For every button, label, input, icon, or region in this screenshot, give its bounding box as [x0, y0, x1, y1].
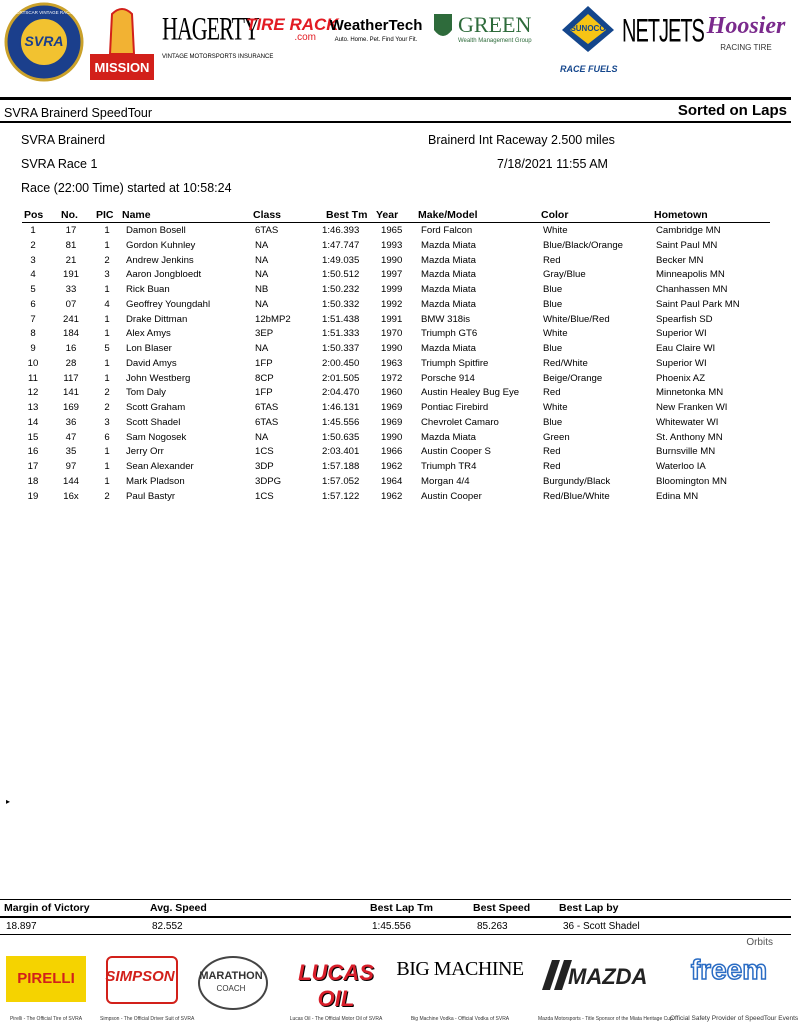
cell-class: 1CS	[255, 490, 274, 502]
marathon-logo-caption: COACH	[216, 984, 246, 993]
cell-pic: 1	[104, 239, 110, 251]
hagerty-logo-caption: VINTAGE MOTORSPORTS INSURANCE	[162, 54, 274, 60]
cell-color: Red/Blue/White	[543, 490, 610, 502]
cell-color: Red	[543, 387, 561, 399]
cell-pos: 2	[30, 239, 36, 251]
cell-driver-name: Damon Bosell	[126, 225, 186, 236]
cell-color: Red/White	[543, 357, 588, 369]
cell-hometown: Bloomington MN	[656, 475, 727, 487]
cell-year: 1965	[381, 225, 403, 236]
netjets-logo-text: NETJETS	[622, 14, 704, 50]
col-besttm-header: Best Tm	[326, 209, 368, 221]
cell-make-model: Triumph GT6	[421, 328, 478, 340]
lucas-oil-logo-caption: Lucas Oil - The Official Motor Oil of SVRA	[289, 1016, 383, 1022]
cell-color: Red	[543, 461, 561, 472]
cell-hometown: Saint Paul Park MN	[656, 298, 740, 310]
cell-make-model: Mazda Miata	[421, 239, 476, 251]
big-machine-logo-text: BIG MACHINE	[396, 958, 524, 980]
col-color-header: Color	[541, 209, 569, 221]
cell-hometown: Spearfish SD	[656, 313, 713, 325]
green-wealth-logo	[430, 8, 542, 80]
cell-year: 1993	[381, 239, 403, 251]
cell-class: 6TAS	[255, 225, 279, 236]
header-top-rule	[0, 97, 791, 100]
cell-make-model: Chevrolet Camaro	[421, 416, 499, 428]
tirerack-logo-domain: .com	[294, 32, 316, 43]
summary-mid-rule	[0, 916, 791, 918]
cell-make-model: Mazda Miata	[421, 284, 476, 295]
cell-class: 6TAS	[255, 402, 279, 413]
cell-best-time: 1:45.556	[322, 416, 360, 428]
sort-label: Sorted on Laps	[677, 102, 787, 119]
cell-year: 1969	[381, 402, 403, 413]
cell-hometown: Saint Paul MN	[656, 239, 718, 251]
cell-class: NA	[255, 254, 269, 266]
table-row	[0, 489, 791, 504]
cell-pos: 7	[30, 313, 36, 325]
cell-best-time: 1:46.393	[322, 225, 360, 236]
col-class-header: Class	[253, 209, 282, 221]
tirerack-logo	[246, 8, 339, 80]
race-name: SVRA Race 1	[21, 157, 98, 171]
table-row	[0, 238, 791, 253]
cell-pic: 1	[104, 475, 110, 487]
cell-year: 1990	[381, 431, 403, 443]
cell-class: 3EP	[255, 328, 274, 340]
cell-car-number: 16	[65, 343, 77, 354]
margin-of-victory-label: Margin of Victory	[4, 902, 90, 914]
cell-color: Blue	[543, 298, 563, 310]
cell-driver-name: Drake Dittman	[126, 313, 188, 325]
table-row	[0, 312, 791, 327]
cell-car-number: 07	[65, 298, 77, 310]
cell-driver-name: Gordon Kuhnley	[126, 239, 196, 251]
table-row	[0, 400, 791, 415]
cell-pos: 8	[30, 328, 36, 340]
best-speed-label: Best Speed	[473, 902, 531, 914]
cell-pic: 3	[104, 269, 110, 281]
cell-class: 6TAS	[255, 416, 279, 428]
netjets-logo	[622, 8, 704, 80]
report-datetime: 7/18/2021 11:55 AM	[497, 157, 608, 171]
col-pic-header: PIC	[96, 209, 114, 221]
cell-hometown: New Franken WI	[656, 402, 728, 413]
cell-best-time: 1:50.512	[322, 269, 360, 281]
cell-class: 12bMP2	[255, 313, 291, 325]
cell-pic: 3	[104, 416, 110, 428]
table-row	[0, 341, 791, 356]
cell-pic: 1	[104, 372, 110, 384]
cell-driver-name: Jerry Orr	[126, 446, 164, 458]
cell-class: NB	[255, 284, 269, 295]
cell-pic: 1	[104, 313, 110, 325]
cell-pos: 12	[27, 387, 39, 399]
hagerty-logo-text: HAGERTY	[162, 9, 259, 47]
cell-best-time: 1:50.337	[322, 343, 360, 354]
best-lap-time-value: 1:45.556	[372, 921, 411, 932]
track-name: Brainerd Int Raceway 2.500 miles	[428, 133, 615, 147]
summary-bottom-rule	[0, 934, 791, 935]
cell-year: 1999	[381, 284, 403, 295]
cell-car-number: 17	[65, 225, 77, 236]
cell-pic: 2	[104, 387, 110, 399]
hoosier-logo-text: Hoosier	[706, 13, 786, 39]
cell-pos: 3	[30, 254, 36, 266]
cell-year: 1972	[381, 372, 403, 384]
cell-car-number: 141	[62, 387, 79, 399]
cell-hometown: Superior WI	[656, 357, 707, 369]
cell-pos: 19	[27, 490, 39, 502]
table-row	[0, 297, 791, 312]
cell-best-time: 1:57.122	[322, 490, 360, 502]
cell-make-model: Austin Cooper	[421, 490, 482, 502]
cell-car-number: 33	[65, 284, 77, 295]
col-make-header: Make/Model	[418, 209, 478, 221]
cell-best-time: 1:51.333	[322, 328, 360, 340]
cell-make-model: Pontiac Firebird	[421, 402, 489, 413]
report-title: SVRA Brainerd SpeedTour	[4, 106, 153, 120]
lucas-oil-logo	[284, 952, 388, 1022]
cell-color: Blue	[543, 416, 563, 428]
cell-color: Burgundy/Black	[543, 475, 611, 487]
cell-year: 1960	[381, 387, 403, 399]
cell-make-model: Austin Healey Bug Eye	[421, 387, 520, 399]
cell-year: 1964	[381, 475, 403, 487]
cell-driver-name: Rick Buan	[126, 284, 170, 295]
cell-make-model: Austin Cooper S	[421, 446, 491, 458]
table-row	[0, 444, 791, 459]
cell-best-time: 1:51.438	[322, 313, 360, 325]
cell-class: 8CP	[255, 372, 274, 384]
green-shield-icon	[432, 12, 454, 42]
cell-best-time: 2:04.470	[322, 387, 360, 399]
race-start-info: Race (22:00 Time) started at 10:58:24	[21, 181, 232, 195]
cell-make-model: Mazda Miata	[421, 298, 476, 310]
cell-class: 1FP	[255, 357, 273, 369]
col-pos-header: Pos	[24, 209, 44, 221]
cell-car-number: 21	[65, 254, 77, 266]
cell-pic: 6	[104, 431, 110, 443]
cell-year: 1962	[381, 461, 403, 472]
cell-hometown: Whitewater WI	[656, 416, 719, 428]
cell-pos: 11	[28, 372, 38, 384]
table-row	[0, 459, 791, 474]
cell-year: 1990	[381, 343, 403, 354]
sunoco-logo	[560, 4, 616, 82]
simpson-logo-text: SIMPSON	[105, 968, 175, 985]
hoosier-logo	[702, 4, 790, 82]
freem-logo	[670, 952, 798, 1022]
cell-pic: 1	[104, 328, 110, 340]
cell-driver-name: Sam Nogosek	[126, 431, 187, 443]
table-row	[0, 253, 791, 268]
cell-make-model: Mazda Miata	[421, 254, 476, 266]
cell-hometown: St. Anthony MN	[656, 431, 723, 443]
orbits-credit: Orbits	[746, 937, 773, 948]
simpson-logo-caption: Simpson - The Official Driver Suit of SVRA	[100, 1016, 195, 1022]
cell-hometown: Burnsville MN	[656, 446, 716, 458]
cell-year: 1966	[381, 446, 403, 458]
table-row	[0, 385, 791, 400]
green-logo-caption: Wealth Management Group	[458, 38, 532, 44]
best-lap-by-label: Best Lap by	[559, 902, 619, 914]
stray-mark: ▸	[6, 797, 11, 806]
cell-car-number: 97	[65, 461, 77, 472]
cell-driver-name: Andrew Jenkins	[126, 254, 194, 266]
svra-logo-text: SVRA	[24, 33, 64, 49]
cell-pic: 2	[104, 402, 110, 413]
col-hometown-header: Hometown	[654, 209, 708, 221]
cell-class: NA	[255, 431, 269, 443]
summary-top-rule	[0, 899, 791, 900]
cell-make-model: BMW 318is	[421, 313, 471, 325]
col-no-header: No.	[61, 209, 78, 221]
table-row	[0, 223, 791, 238]
cell-color: Red	[543, 446, 561, 458]
cell-driver-name: Geoffrey Youngdahl	[126, 298, 211, 310]
cell-hometown: Chanhassen MN	[656, 284, 728, 295]
cell-car-number: 35	[65, 446, 77, 458]
cell-hometown: Edina MN	[656, 490, 699, 502]
cell-best-time: 2:03.401	[322, 446, 360, 458]
cell-year: 1991	[381, 313, 403, 325]
cell-class: NA	[255, 239, 269, 251]
cell-pos: 17	[27, 461, 39, 472]
table-row	[0, 371, 791, 386]
cell-make-model: Triumph TR4	[421, 461, 477, 472]
cell-car-number: 81	[65, 239, 77, 251]
cell-pos: 1	[30, 225, 36, 236]
cell-color: Blue	[543, 284, 563, 295]
col-name-header: Name	[122, 209, 151, 221]
cell-class: 3DP	[255, 461, 274, 472]
col-year-header: Year	[376, 209, 399, 221]
cell-pos: 18	[27, 475, 39, 487]
cell-year: 1963	[381, 357, 403, 369]
cell-make-model: Morgan 4/4	[421, 475, 470, 487]
table-row	[0, 415, 791, 430]
cell-pos: 4	[30, 269, 36, 281]
cell-make-model: Ford Falcon	[421, 225, 473, 236]
cell-make-model: Mazda Miata	[421, 343, 476, 354]
cell-driver-name: Tom Daly	[126, 387, 166, 399]
cell-color: White	[543, 225, 568, 236]
sunoco-logo-caption: RACE FUELS	[560, 64, 618, 74]
cell-color: Green	[543, 431, 570, 443]
cell-car-number: 144	[62, 475, 79, 487]
cell-color: Blue	[543, 343, 563, 354]
green-logo-text: GREEN	[458, 12, 532, 37]
cell-hometown: Superior WI	[656, 328, 707, 340]
avg-speed-value: 82.552	[152, 921, 183, 932]
table-row	[0, 356, 791, 371]
mazda-logo-text: MAZDA	[568, 964, 648, 989]
simpson-logo	[100, 952, 195, 1022]
table-row	[0, 474, 791, 489]
tirerack-logo-text: TIRE RACK	[246, 15, 339, 34]
cell-pos: 15	[27, 431, 39, 443]
cell-driver-name: John Westberg	[126, 372, 191, 384]
cell-best-time: 1:47.747	[322, 239, 360, 251]
cell-pic: 1	[104, 225, 110, 236]
cell-color: White/Blue/Red	[543, 313, 610, 325]
cell-class: 3DPG	[255, 475, 282, 487]
cell-color: Red	[543, 254, 561, 266]
cell-car-number: 117	[63, 372, 79, 384]
cell-driver-name: Aaron Jongbloedt	[126, 269, 202, 281]
cell-hometown: Minnetonka MN	[656, 387, 724, 399]
marathon-coach-logo	[186, 952, 276, 1022]
cell-make-model: Mazda Miata	[421, 269, 476, 281]
cell-pos: 13	[27, 402, 39, 413]
cell-class: 1CS	[255, 446, 274, 458]
hoosier-logo-caption: RACING TIRE	[720, 43, 772, 52]
cell-class: NA	[255, 298, 269, 310]
cell-year: 1992	[381, 298, 403, 310]
cell-pic: 1	[104, 461, 110, 472]
pirelli-logo	[4, 952, 88, 1022]
cell-color: Gray/Blue	[543, 269, 586, 281]
cell-best-time: 2:01.505	[322, 372, 360, 384]
cell-make-model: Porsche 914	[421, 372, 475, 384]
best-speed-value: 85.263	[477, 921, 508, 932]
cell-color: Blue/Black/Orange	[543, 239, 623, 251]
cell-best-time: 1:50.232	[322, 284, 360, 295]
cell-pic: 2	[104, 490, 110, 502]
table-row	[0, 430, 791, 445]
header-bottom-rule	[0, 121, 791, 123]
hagerty-logo	[162, 8, 274, 80]
cell-pic: 2	[104, 254, 110, 266]
mazda-logo	[538, 952, 673, 1022]
big-machine-logo-caption: Big Machine Vodka - Official Vodka of SVRA	[410, 1016, 510, 1022]
big-machine-vodka-logo	[392, 952, 528, 1022]
cell-pos: 5	[30, 284, 36, 295]
best-lap-by-value: 36 - Scott Shadel	[563, 921, 640, 932]
cell-year: 1962	[381, 490, 403, 502]
sunoco-logo-text: SUNOCO	[570, 24, 606, 33]
svra-logo	[4, 2, 109, 82]
best-lap-time-label: Best Lap Tm	[370, 902, 434, 914]
marathon-logo-text: MARATHON	[199, 970, 263, 982]
cell-pos: 14	[27, 416, 39, 428]
cell-color: Beige/Orange	[543, 372, 603, 384]
cell-car-number: 191	[62, 269, 79, 281]
mission-logo-text: MISSION	[94, 60, 150, 75]
margin-of-victory-value: 18.897	[6, 921, 37, 932]
cell-best-time: 1:49.035	[322, 254, 360, 266]
svra-logo-caption: SPORTSCAR VINTAGE RACING ASSOCIATION	[10, 10, 109, 15]
cell-car-number: 184	[62, 328, 79, 340]
cell-pic: 1	[104, 284, 110, 295]
weathertech-logo-caption: Auto. Home. Pet. Find Your Fit.	[334, 37, 418, 43]
freem-logo-caption: Official Safety Provider of SpeedTour Events	[670, 1015, 798, 1022]
cell-driver-name: Scott Graham	[126, 402, 186, 413]
pirelli-logo-text: PIRELLI	[17, 970, 75, 987]
cell-pos: 10	[27, 357, 39, 369]
cell-pic: 4	[104, 298, 110, 310]
cell-make-model: Mazda Miata	[421, 431, 476, 443]
cell-hometown: Cambridge MN	[656, 225, 721, 236]
cell-best-time: 1:57.052	[322, 475, 360, 487]
cell-year: 1969	[381, 416, 403, 428]
cell-driver-name: David Amys	[126, 357, 177, 369]
cell-class: NA	[255, 343, 269, 354]
cell-car-number: 28	[65, 357, 77, 369]
cell-pos: 9	[30, 343, 36, 354]
freem-logo-text: freem	[690, 954, 768, 985]
event-name: SVRA Brainerd	[21, 133, 106, 147]
cell-car-number: 241	[62, 313, 79, 325]
cell-year: 1990	[381, 254, 403, 266]
cell-pos: 16	[27, 446, 39, 458]
cell-year: 1997	[381, 269, 403, 281]
cell-pic: 1	[104, 446, 110, 458]
cell-driver-name: Sean Alexander	[126, 461, 194, 472]
cell-class: 1FP	[255, 387, 273, 399]
cell-pos: 6	[30, 298, 36, 310]
cell-hometown: Eau Claire WI	[656, 343, 716, 354]
cell-color: White	[543, 402, 568, 413]
cell-car-number: 16x	[63, 490, 79, 502]
pirelli-logo-caption: Pirelli - The Official Tire of SVRA	[9, 1016, 83, 1022]
cell-hometown: Minneapolis MN	[656, 269, 725, 281]
cell-best-time: 1:50.635	[322, 431, 360, 443]
cell-hometown: Phoenix AZ	[656, 372, 706, 384]
cell-best-time: 1:57.188	[322, 461, 360, 472]
weathertech-logo-text: WeatherTech	[329, 17, 423, 34]
cell-best-time: 1:46.131	[322, 402, 360, 413]
cell-driver-name: Alex Amys	[126, 328, 171, 340]
cell-best-time: 2:00.450	[322, 357, 360, 369]
cell-car-number: 47	[65, 431, 77, 443]
cell-driver-name: Lon Blaser	[126, 343, 172, 354]
mission-logo	[88, 4, 156, 82]
cell-year: 1970	[381, 328, 403, 340]
cell-car-number: 36	[65, 416, 77, 428]
cell-class: NA	[255, 269, 269, 281]
table-row	[0, 282, 791, 297]
weathertech-logo	[328, 12, 424, 78]
cell-car-number: 169	[62, 402, 79, 413]
cell-color: White	[543, 328, 568, 340]
table-row	[0, 267, 791, 282]
cell-pic: 1	[104, 357, 110, 369]
cell-hometown: Waterloo IA	[656, 461, 706, 472]
avg-speed-label: Avg. Speed	[150, 902, 207, 914]
cell-driver-name: Scott Shadel	[126, 416, 181, 428]
cell-pic: 5	[104, 343, 110, 354]
cell-driver-name: Mark Pladson	[126, 475, 185, 487]
cell-hometown: Becker MN	[656, 254, 704, 266]
lucas-oil-logo-text: LUCAS OIL	[298, 960, 374, 1011]
mazda-logo-caption: Mazda Motorsports - Title Sponsor of the Miata Heritage Cup	[538, 1016, 673, 1022]
table-row	[0, 326, 791, 341]
cell-best-time: 1:50.332	[322, 298, 360, 310]
cell-driver-name: Paul Bastyr	[126, 490, 176, 502]
cell-make-model: Triumph Spitfire	[421, 357, 489, 369]
